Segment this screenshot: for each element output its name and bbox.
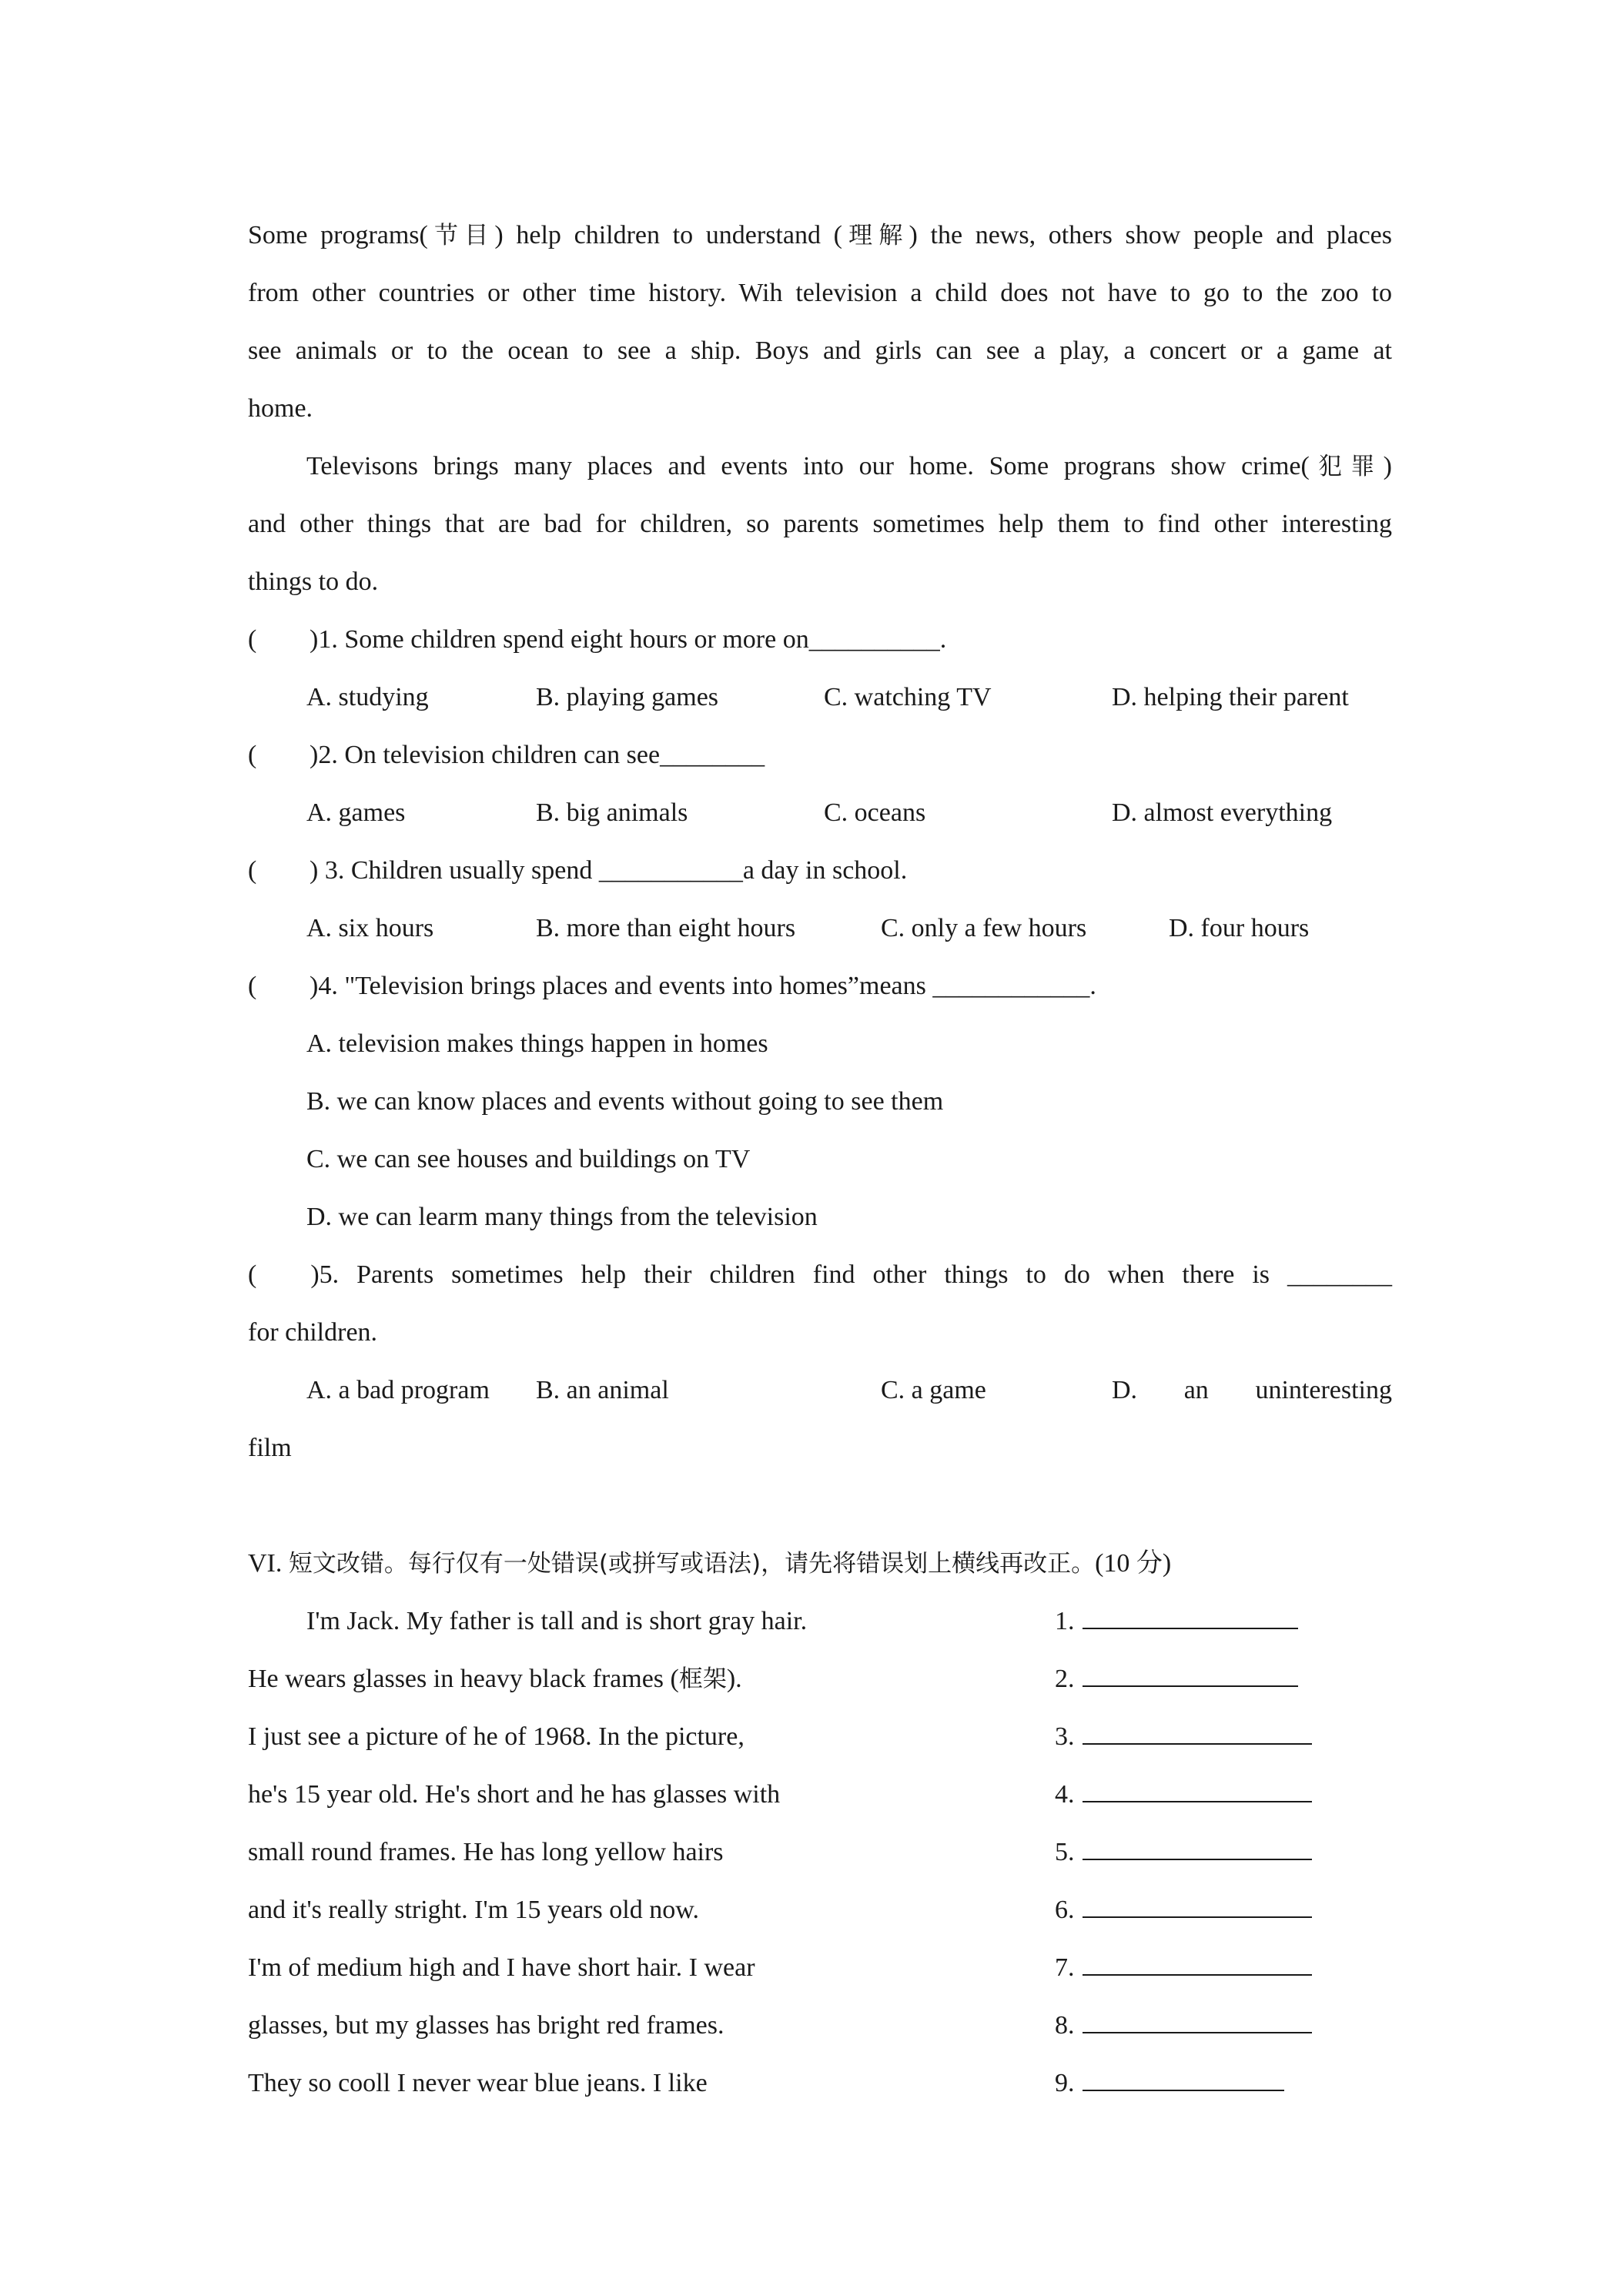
correction-text: I just see a picture of he of 1968. In the picture, [248,1722,745,1751]
correction-line [248,1592,1392,1650]
option-c: C. watching TV [824,683,992,711]
option-d: D. almost everything [1112,798,1333,827]
passage-text: ) the news, others show people and places [909,221,1393,249]
option-d-label: D. [1112,1376,1138,1404]
passage-line: home. [248,394,313,423]
answer-field[interactable] [1055,1823,1312,1881]
passage-text: ) [1383,452,1392,480]
correction-line [248,1939,1392,1996]
chinese-gloss: 犯罪 [1309,453,1384,480]
answer-number: 8. [1055,2011,1075,2040]
answer-blank[interactable] [1083,2010,1312,2033]
answer-field[interactable] [1055,1881,1312,1939]
correction-line [248,1823,1392,1881]
answer-number: 6. [1055,1896,1075,1924]
answer-paren: ( [248,1260,257,1289]
answer-field[interactable] [1055,1939,1312,1996]
answer-blank[interactable] [1083,1606,1298,1629]
passage-text: Some programs( [248,221,428,249]
answer-number: 2. [1055,1665,1075,1693]
correction-text: He wears glasses in heavy black frames ( [248,1665,679,1693]
answer-blank[interactable] [1083,2068,1284,2091]
option-a: A. television makes things happen in homes [306,1029,768,1058]
option-a: A. a bad program [306,1376,490,1404]
question-stem [248,726,1392,784]
option-c: C. only a few hours [881,914,1087,942]
option-c: C. we can see houses and buildings on TV [306,1145,751,1173]
section-instructions: 短文改错。每行仅有一处错误(或拼写或语法)，请先将错误划上横线再改正。 [288,1550,1096,1578]
answer-field[interactable] [1055,1592,1298,1650]
passage-line: see animals or to the ocean to see a ship. Boys and girls can see a play, a concert or a game at [248,336,1392,365]
answer-blank[interactable] [1083,1837,1312,1860]
answer-field[interactable] [1055,2054,1284,2112]
option-a: A. six hours [306,914,434,942]
answer-number: 7. [1055,1953,1075,1982]
question-options [248,668,1392,726]
passage-line: and other things that are bad for children, so parents sometimes help them to find other interesting [248,510,1392,538]
answer-blank[interactable] [1083,1953,1312,1976]
question-options [248,899,1392,957]
option-a: A. games [306,798,406,827]
question-text: )5. Parents sometimes help their children find other things to do when there is ________ [310,1260,1392,1289]
answer-field[interactable] [1055,1996,1312,2054]
answer-number: 9. [1055,2069,1075,2097]
option-a: A. studying [306,683,429,711]
option-b: B. we can know places and events without going to see them [306,1087,944,1116]
option-b: B. playing games [536,683,719,711]
answer-number: 4. [1055,1780,1075,1809]
question-stem [248,1246,1392,1304]
question-options [248,784,1392,842]
option-d-word: an [1183,1376,1209,1404]
question-text: ) 3. Children usually spend ___________a day in school. [310,856,908,885]
correction-text: I'm of medium high and I have short hair. I wear [248,1953,755,1982]
correction-line [248,1766,1392,1823]
passage-line [248,206,1392,264]
option-b: B. big animals [536,798,688,827]
question-stem-continued: for children. [248,1318,378,1347]
section-spacer [248,1477,1392,1535]
answer-paren: ( [248,625,257,654]
question-text: )4. "Television brings places and events into homes”means ____________. [310,972,1096,1000]
answer-number: 5. [1055,1838,1075,1866]
option-d: D. we can learm many things from the television [306,1203,818,1231]
answer-blank[interactable] [1083,1664,1298,1687]
question-options [248,1361,1392,1419]
option-d [1112,1361,1392,1419]
option-d: D. helping their parent [1112,683,1349,711]
chinese-gloss: 节目 [427,222,495,249]
answer-paren: ( [248,856,257,885]
option-d: D. four hours [1169,914,1310,942]
passage-line [248,437,1392,495]
correction-line [248,1708,1392,1766]
question-text: )2. On television children can see________ [310,741,765,769]
answer-paren: ( [248,972,257,1000]
answer-paren: ( [248,741,257,769]
answer-field[interactable] [1055,1708,1312,1766]
answer-blank[interactable] [1083,1895,1312,1918]
question-text: )1. Some children spend eight hours or more on__________. [310,625,947,654]
answer-number: 3. [1055,1722,1075,1751]
question-stem [248,611,1392,668]
correction-text: I'm Jack. My father is tall and is short gray hair. [306,1607,808,1635]
question-stem [248,957,1392,1015]
section-score: (10 分) [1095,1549,1172,1578]
passage-line: things to do. [248,567,379,596]
passage-text: Televisons brings many places and events into our home. Some prograns show crime( [306,452,1310,480]
correction-text: and it's really stright. I'm 15 years old now. [248,1896,700,1924]
option-d-word: uninteresting [1255,1376,1392,1404]
correction-line [248,1996,1392,2054]
answer-blank[interactable] [1083,1722,1312,1745]
correction-line [248,1881,1392,1939]
section-heading [248,1535,1392,1592]
answer-blank[interactable] [1083,1779,1312,1802]
option-c: C. oceans [824,798,926,827]
option-d-spread [1112,1361,1392,1419]
correction-text: he's 15 year old. He's short and he has glasses with [248,1780,781,1809]
chinese-gloss: 框架 [678,1665,727,1693]
correction-text: They so cooll I never wear blue jeans. I like [248,2069,708,2097]
correction-line [248,1650,1392,1708]
answer-number: 1. [1055,1607,1075,1635]
option-d-continued: film [248,1434,292,1462]
answer-field[interactable] [1055,1650,1298,1708]
correction-text: ). [726,1665,742,1693]
correction-text: small round frames. He has long yellow hairs [248,1838,724,1866]
worksheet-page [248,206,1392,2112]
section-number: VI. [248,1549,283,1578]
correction-line [248,2054,1392,2112]
option-b: B. an animal [536,1376,669,1404]
answer-field[interactable] [1055,1766,1312,1823]
option-b: B. more than eight hours [536,914,796,942]
option-c: C. a game [881,1376,986,1404]
correction-text: glasses, but my glasses has bright red frames. [248,2011,724,2040]
passage-text: ) help children to understand ( [494,221,842,249]
passage-line: from other countries or other time history. Wih television a child does not have to go to the zoo to [248,279,1392,307]
question-stem [248,842,1392,899]
chinese-gloss: 理解 [842,222,909,249]
